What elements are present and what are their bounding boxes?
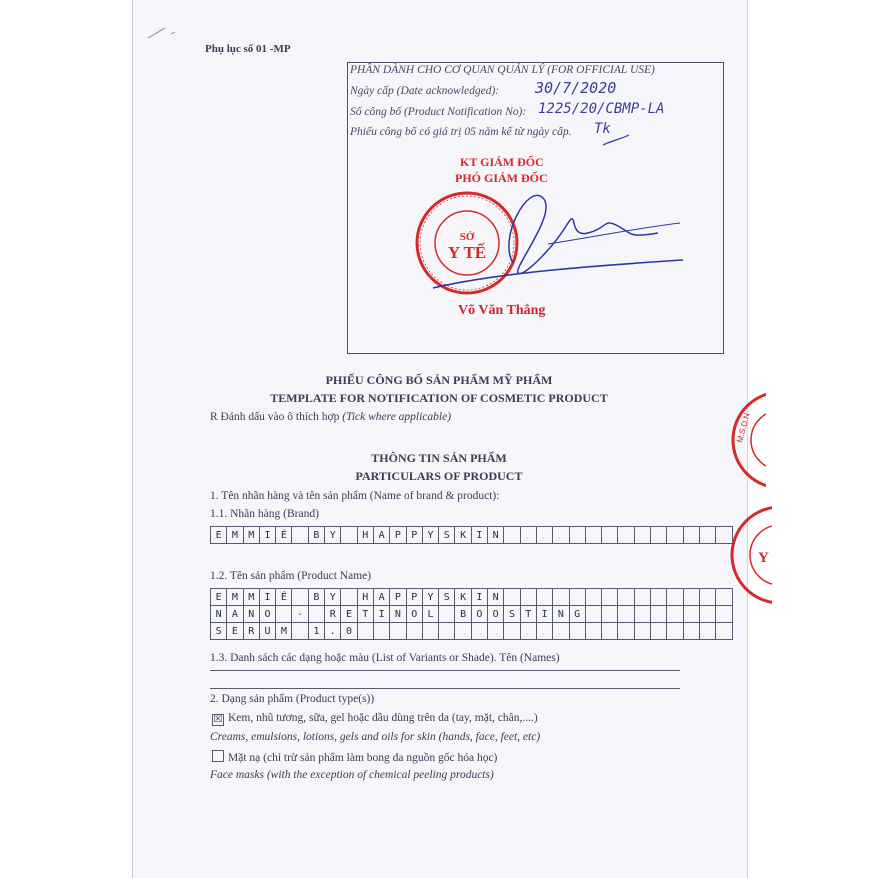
- product-cell: [602, 589, 618, 606]
- product-cell: [553, 589, 569, 606]
- product-cell: [618, 589, 634, 606]
- brand-cell: A: [373, 527, 389, 544]
- product-cell: M: [227, 589, 243, 606]
- form-title-vn: PHIẾU CÔNG BỐ SẢN PHẨM MỸ PHẨM: [325, 373, 553, 387]
- brand-cell: [667, 527, 683, 544]
- product-cell: [683, 623, 699, 640]
- product-cell: [390, 623, 406, 640]
- section-title-en: PARTICULARS OF PRODUCT: [355, 469, 523, 483]
- product-cell: [667, 589, 683, 606]
- product-cell: [699, 589, 715, 606]
- product-cell: [651, 623, 667, 640]
- product-cell: B: [308, 589, 324, 606]
- brand-cell: [602, 527, 618, 544]
- brand-cell: B: [308, 527, 324, 544]
- product-cell: [439, 606, 455, 623]
- signer-title-2: PHÓ GIÁM ĐỐC: [455, 171, 548, 185]
- product-cell: K: [455, 589, 471, 606]
- brand-cell: S: [439, 527, 455, 544]
- product-cell: I: [536, 606, 552, 623]
- brand-cell: [520, 527, 536, 544]
- brand-cell: K: [455, 527, 471, 544]
- date-acknowledged-value: 30/7/2020: [535, 79, 617, 97]
- brand-product-label: 1. Tên nhãn hàng và tên sản phẩm (Name of brand & product):: [210, 490, 500, 502]
- product-cell: P: [406, 589, 422, 606]
- product-cell: M: [243, 589, 259, 606]
- product-cell: [716, 623, 732, 640]
- product-cell: R: [325, 606, 341, 623]
- product-cell: [634, 589, 650, 606]
- product-cell: N: [553, 606, 569, 623]
- product-cell: [488, 623, 504, 640]
- product-cell: [667, 623, 683, 640]
- brand-cell: [716, 527, 732, 544]
- product-row: [211, 589, 733, 606]
- product-cell: [634, 623, 650, 640]
- product-cell: Y: [325, 589, 341, 606]
- product-cell: O: [488, 606, 504, 623]
- form-title-en: TEMPLATE FOR NOTIFICATION OF COSMETIC PRODUCT: [270, 391, 608, 405]
- product-cell: E: [211, 589, 227, 606]
- product-cell: [373, 623, 389, 640]
- product-cell: [618, 623, 634, 640]
- signer-name: Võ Văn Thắng: [458, 303, 546, 318]
- initials-flourish: [601, 131, 633, 151]
- brand-cell: [683, 527, 699, 544]
- product-cell: [504, 623, 520, 640]
- product-cell: H: [357, 589, 373, 606]
- product-cell: [602, 606, 618, 623]
- variants-label: 1.3. Danh sách các dạng hoặc màu (List of Variants or Shade). Tên (Names): [210, 652, 560, 664]
- brand-cell: [699, 527, 715, 544]
- product-cell: [357, 623, 373, 640]
- product-cell: 1: [308, 623, 324, 640]
- brand-cell: P: [406, 527, 422, 544]
- product-cell: O: [471, 606, 487, 623]
- brand-cell: [292, 527, 308, 544]
- product-cell: [292, 589, 308, 606]
- product-cell: [651, 589, 667, 606]
- svg-text:Y: Y: [758, 550, 769, 566]
- svg-text:SỞ: SỞ: [459, 231, 475, 243]
- product-cell: S: [211, 623, 227, 640]
- validity-note: Phiếu công bố có giá trị 05 năm kể từ ngày cấp.: [350, 126, 572, 138]
- signer-title-1: KT GIÁM ĐỐC: [460, 155, 544, 169]
- product-cell: [455, 623, 471, 640]
- brand-cell: M: [227, 527, 243, 544]
- product-cell: [699, 606, 715, 623]
- signature: [418, 178, 688, 293]
- masks-label-vn: Mặt nạ (chỉ trừ sản phẩm làm bong da nguồn gốc hóa học): [228, 752, 498, 764]
- masks-option: [212, 750, 497, 764]
- product-cell: [471, 623, 487, 640]
- product-cell: [341, 589, 357, 606]
- brand-cell: P: [390, 527, 406, 544]
- product-cell: 0: [341, 623, 357, 640]
- brand-cell: [651, 527, 667, 544]
- brand-cell: [634, 527, 650, 544]
- product-cell: [716, 589, 732, 606]
- official-use-box: [347, 62, 724, 354]
- product-cell: M: [276, 623, 292, 640]
- product-cell: E: [341, 606, 357, 623]
- product-cell: G: [569, 606, 585, 623]
- product-cell: [422, 623, 438, 640]
- tick-note-vn: R Đánh dấu vào ô thích hợp: [210, 411, 340, 423]
- section-title-vn: THÔNG TIN SẢN PHẨM: [371, 451, 507, 465]
- product-cell: [585, 623, 601, 640]
- product-cell: [602, 623, 618, 640]
- product-cell: [536, 623, 552, 640]
- product-cell: R: [243, 623, 259, 640]
- product-cell: O: [259, 606, 275, 623]
- product-cell: .: [325, 623, 341, 640]
- product-name-grid: [210, 588, 733, 640]
- brand-cell: [569, 527, 585, 544]
- product-cell: [683, 589, 699, 606]
- product-cell: [536, 589, 552, 606]
- product-cell: [504, 589, 520, 606]
- product-cell: O: [406, 606, 422, 623]
- svg-text:M.S.D.N: M.S.D.N: [735, 411, 752, 444]
- brand-cell: [341, 527, 357, 544]
- tick-note: [210, 411, 451, 423]
- product-cell: [520, 589, 536, 606]
- product-cell: T: [357, 606, 373, 623]
- product-cell: [439, 623, 455, 640]
- product-cell: [683, 606, 699, 623]
- product-cell: I: [373, 606, 389, 623]
- product-cell: U: [259, 623, 275, 640]
- brand-cell: N: [488, 527, 504, 544]
- product-row: [211, 606, 733, 623]
- product-cell: I: [471, 589, 487, 606]
- product-cell: A: [373, 589, 389, 606]
- variants-line-2: [210, 688, 680, 689]
- product-cell: S: [439, 589, 455, 606]
- product-cell: A: [227, 606, 243, 623]
- masks-label-en: Face masks (with the exception of chemical peeling products): [210, 769, 494, 781]
- svg-text:Y TẾ: Y TẾ: [447, 243, 487, 262]
- brand-cell: [585, 527, 601, 544]
- product-cell: I: [259, 589, 275, 606]
- brand-label: 1.1. Nhãn hàng (Brand): [210, 508, 319, 520]
- brand-cell: [618, 527, 634, 544]
- brand-cell: H: [357, 527, 373, 544]
- notification-number-label: Số công bố (Product Notification No):: [350, 106, 527, 118]
- product-cell: [667, 606, 683, 623]
- initials: Tk: [594, 121, 611, 137]
- product-cell: N: [488, 589, 504, 606]
- product-cell: [308, 606, 324, 623]
- product-cell: N: [211, 606, 227, 623]
- creams-option: [212, 712, 538, 726]
- creams-label-vn: Kem, nhũ tương, sữa, gel hoặc dầu dùng trên da (tay, mặt, chân,....): [228, 712, 538, 724]
- brand-cell: É: [276, 527, 292, 544]
- product-cell: [292, 623, 308, 640]
- product-name-label: 1.2. Tên sản phẩm (Product Name): [210, 570, 372, 582]
- product-cell: N: [390, 606, 406, 623]
- product-cell: [651, 606, 667, 623]
- product-cell: Y: [422, 589, 438, 606]
- tick-note-en: (Tick where applicable): [342, 411, 452, 423]
- product-cell: -: [292, 606, 308, 623]
- product-cell: [699, 623, 715, 640]
- brand-cell: [504, 527, 520, 544]
- date-acknowledged-label: Ngày cấp (Date acknowledged):: [350, 85, 500, 97]
- product-cell: E: [227, 623, 243, 640]
- product-type-label: 2. Dạng sản phẩm (Product type(s)): [210, 693, 375, 705]
- brand-cell: I: [471, 527, 487, 544]
- product-cell: S: [504, 606, 520, 623]
- masks-checkbox[interactable]: [212, 750, 224, 762]
- brand-cell: Y: [422, 527, 438, 544]
- scan-mark: [145, 20, 185, 45]
- product-cell: [716, 606, 732, 623]
- product-cell: [406, 623, 422, 640]
- variants-line-1: [210, 670, 680, 671]
- official-use-title: PHẦN DÀNH CHO CƠ QUAN QUẢN LÝ (FOR OFFICIAL USE): [350, 64, 655, 76]
- annex-label: Phụ lục số 01 -MP: [205, 43, 291, 55]
- product-cell: [569, 589, 585, 606]
- brand-cell: M: [243, 527, 259, 544]
- creams-checkbox[interactable]: ☒: [213, 714, 223, 725]
- product-cell: B: [455, 606, 471, 623]
- product-cell: [569, 623, 585, 640]
- product-cell: É: [276, 589, 292, 606]
- product-cell: P: [390, 589, 406, 606]
- product-cell: [618, 606, 634, 623]
- brand-cell: I: [259, 527, 275, 544]
- product-cell: [585, 589, 601, 606]
- product-cell: [553, 623, 569, 640]
- product-cell: [276, 606, 292, 623]
- brand-cell: [553, 527, 569, 544]
- brand-row: [211, 527, 733, 544]
- brand-cell: Y: [325, 527, 341, 544]
- product-row: [211, 623, 733, 640]
- creams-label-en: Creams, emulsions, lotions, gels and oils for skin (hands, face, feet, etc): [210, 731, 541, 743]
- product-cell: [634, 606, 650, 623]
- product-cell: [520, 623, 536, 640]
- product-cell: T: [520, 606, 536, 623]
- brand-grid: [210, 526, 733, 544]
- product-cell: N: [243, 606, 259, 623]
- product-cell: [585, 606, 601, 623]
- notification-number-value: 1225/20/CBMP-LA: [538, 101, 665, 117]
- brand-cell: [536, 527, 552, 544]
- product-cell: L: [422, 606, 438, 623]
- brand-cell: E: [211, 527, 227, 544]
